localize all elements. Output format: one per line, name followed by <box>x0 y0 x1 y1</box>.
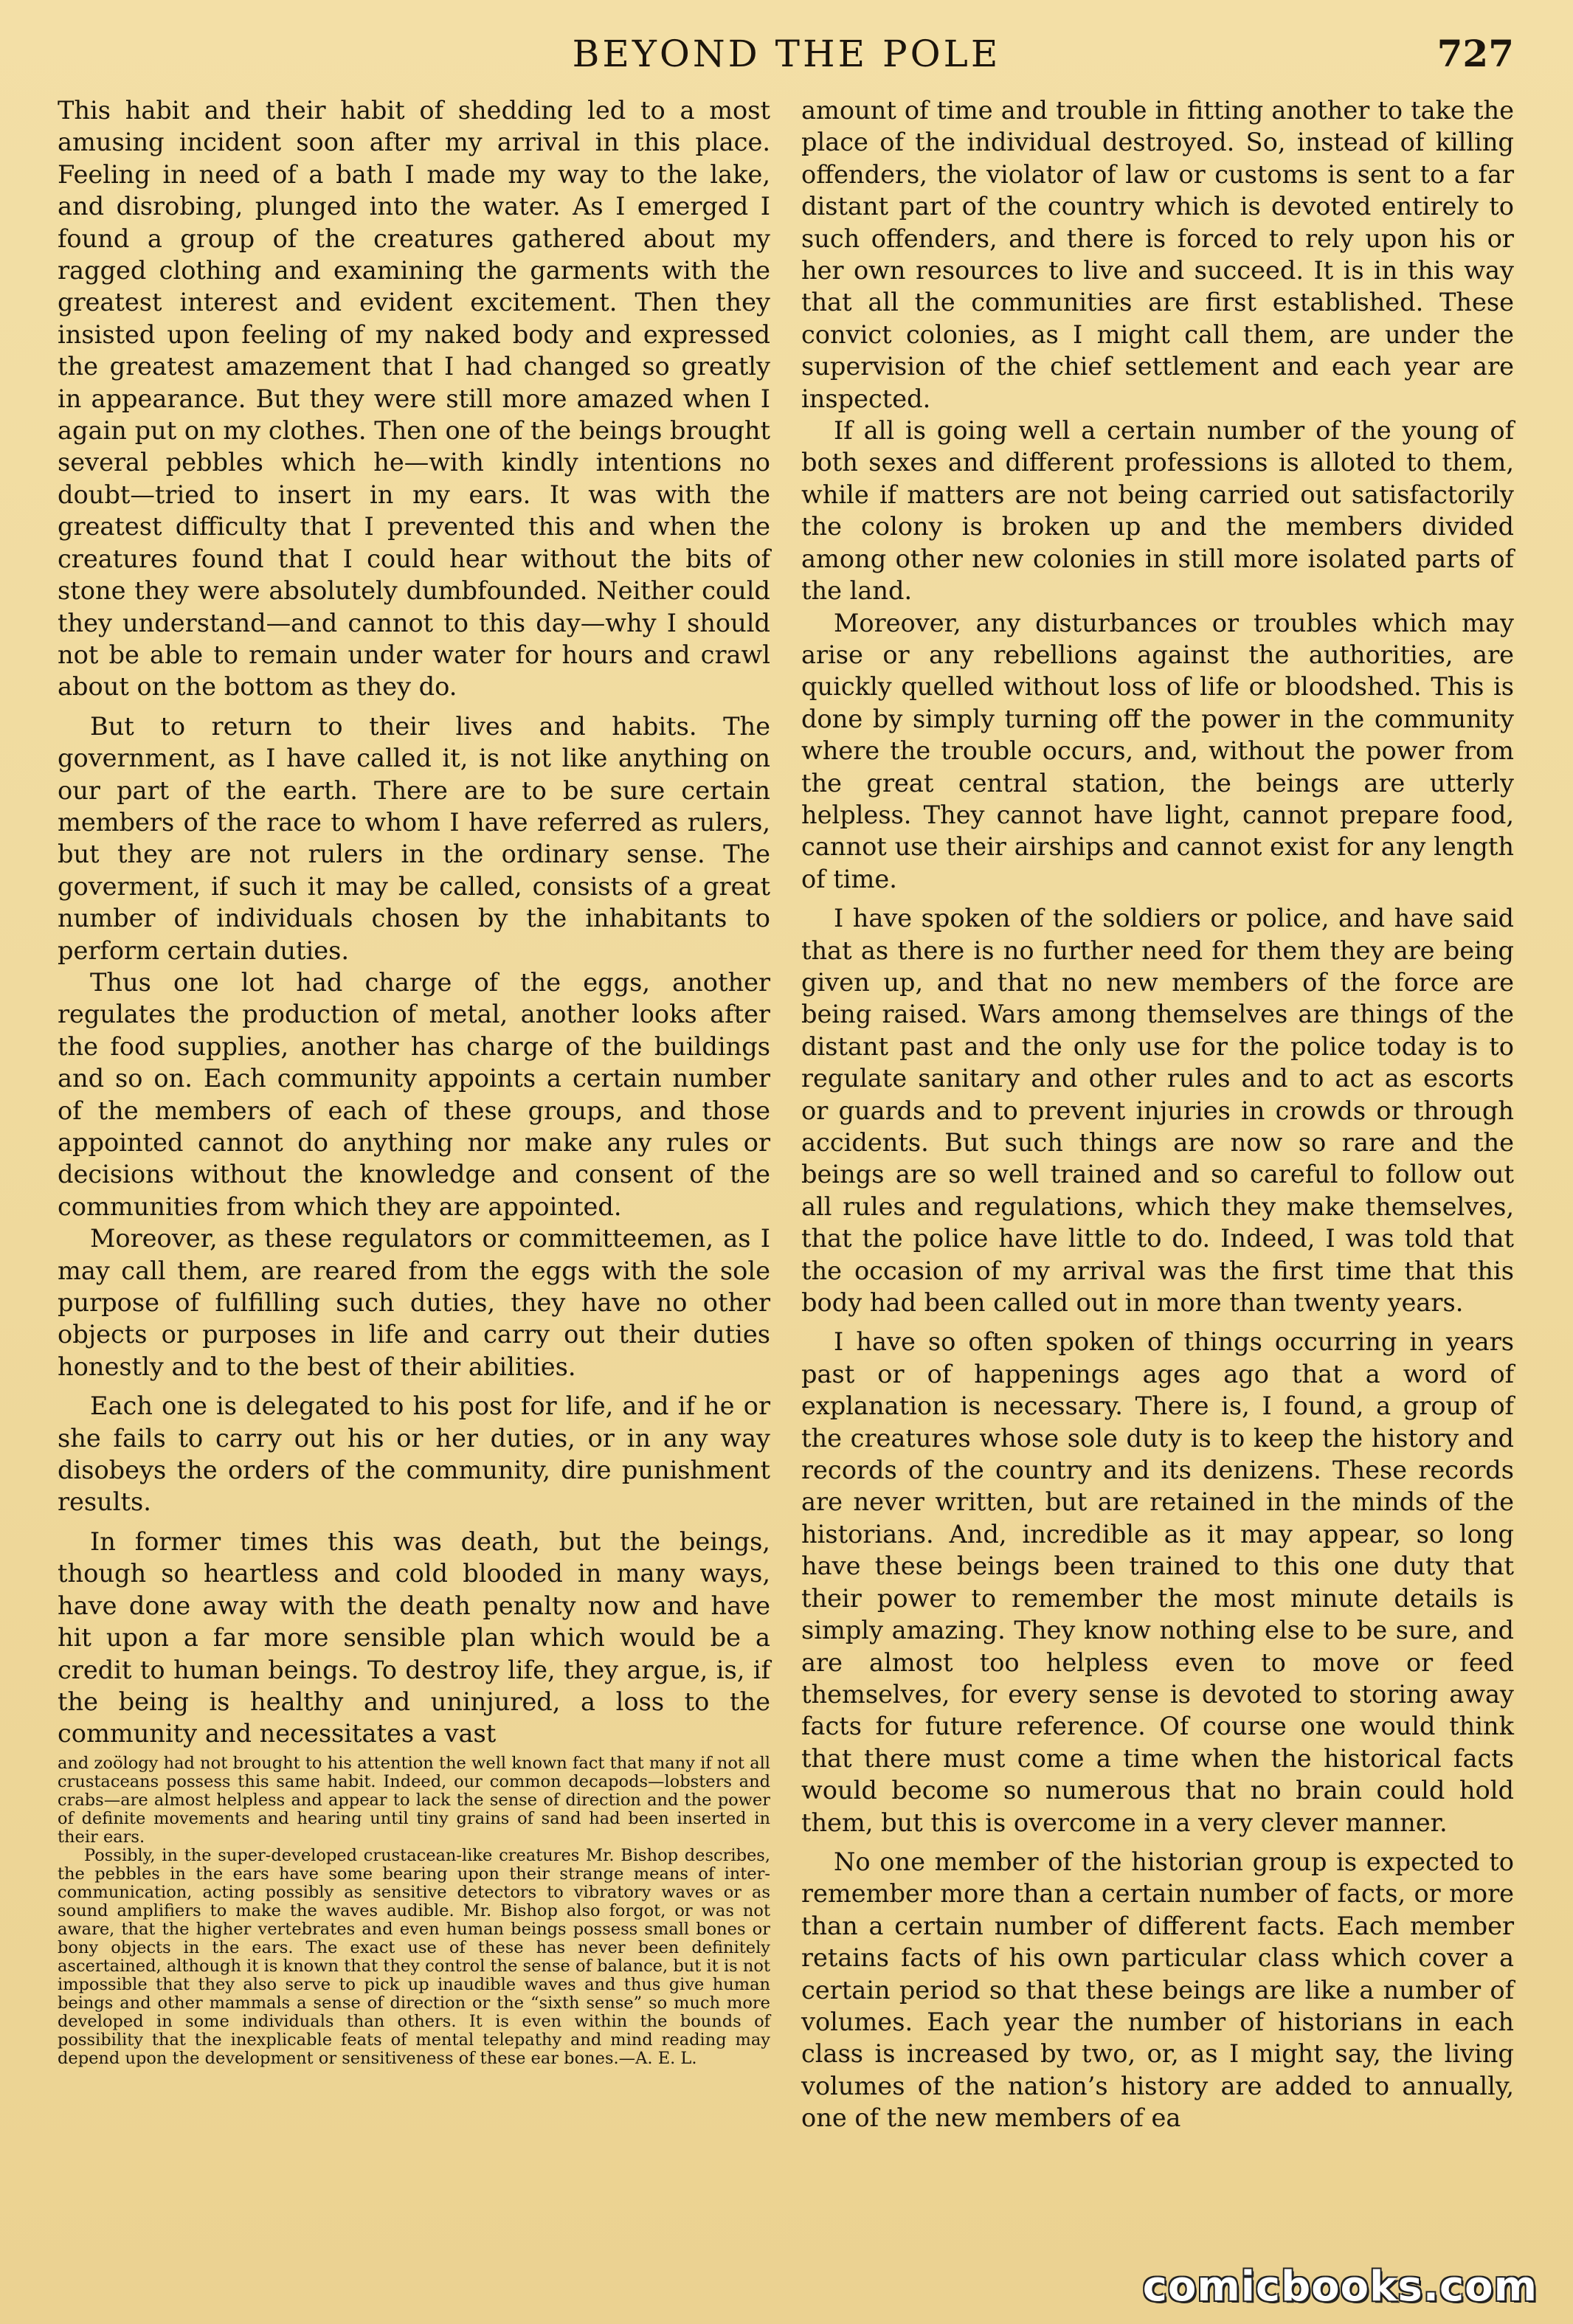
body-paragraph: This habit and their habit of shedding led to a most amusing incident soon after my arrival in this place. Feeling in need of a bath I made my way to the lake, and disrobing, plunged into the water. As I emerged I found a group of the creatures gathered about my ragged clothing and examining the garments with the greatest interest and evident excitement. Then they insisted upon feeling of my naked body and expressed the greatest amazement that I had changed so greatly in appearance. But they were still more amazed when I again put on my clothes. Then one of the beings brought several pebbles which he—with kindly intentions no doubt—tried to insert in my ears. It was with the greatest difficulty that I prevented this and when the creatures found that I could hear without the bits of stone they were absolutely dumbfounded. Neither could they understand—and cannot to this day—why I should not be able to remain under water for hours and crawl about on the bottom as they do. <box>58 96 770 702</box>
footnote-paragraph: and zoölogy had not brought to his attention the well known fact that many if not all crustaceans possess this same habit. Indeed, our common decapods—lobsters and crabs—are almost helpless and appear to lack the sense of direction and the power of definite movements and hearing until tiny grains of sand had been inserted in their ears. <box>58 1753 770 1847</box>
running-header <box>0 28 1573 80</box>
right-column <box>801 94 1514 2134</box>
editor-footnote <box>58 1754 770 2068</box>
body-paragraph: In former times this was death, but the beings, though so heartless and cold blooded in many ways, have done away with the death penalty now and have hit upon a far more sensible plan which would be a credit to human beings. To destroy life, they argue, is, if the being is healthy and uninjured, a loss to the community and necessitates a vast <box>58 1526 770 1749</box>
body-paragraph: Thus one lot had charge of the eggs, another regulates the production of metal, another looks after the food supplies, another has charge of the buildings and so on. Each community appoints a certain number of the members of each of these groups, and those appointed cannot do anything nor make any rules or decisions without the knowledge and consent of the communities from which they are appointed. <box>58 967 770 1221</box>
site-watermark: comicbooks.com <box>1142 2263 1538 2311</box>
body-paragraph: If all is going well a certain number of the young of both sexes and different professions is alloted to them, while if matters are not being carried out satisfactorily the colony is broken up and the members divided among other new colonies in still more isolated parts of the land. <box>801 416 1514 606</box>
body-paragraph: I have so often spoken of things occurring in years past or of happenings ages ago that a word of explanation is necessary. There is, I found, a group of the creatures whose sole duty is to keep the history and records of the country and its denizens. These records are never written, but are retained in the minds of the historians. And, incredible as it may appear, so long have these beings been trained to this one duty that their power to remember the most minute details is simply amazing. They know nothing else to be sure, and are almost too helpless even to move or feed themselves, for every sense is devoted to storing away facts for future reference. Of course one would think that there must come a time when the historical facts would become so numerous that no brain could hold them, but this is overcome in a very clever manner. <box>801 1327 1514 1837</box>
left-column <box>58 94 770 2068</box>
body-paragraph: amount of time and trouble in fitting another to take the place of the individual destroyed. So, instead of killing offenders, the violator of law or customs is sent to a far distant part of the country which is devoted entirely to such offenders, and there is forced to rely upon his or her own resources to live and succeed. It is in this way that all the communities are first established. These convict colonies, as I might call them, are under the supervision of the chief settlement and each year are inspected. <box>801 96 1514 413</box>
page-number: 727 <box>1437 32 1514 75</box>
body-paragraph: But to return to their lives and habits. The government, as I have called it, is not like anything on our part of the earth. There are to be sure certain members of the race to whom I have referred as rulers, but they are not rulers in the ordinary sense. The goverment, if such it may be called, consists of a great number of individuals chosen by the inhabitants to perform certain duties. <box>58 711 770 965</box>
body-paragraph: No one member of the historian group is expected to remember more than a certain number of facts, or more than a certain number of different facts. Each member retains facts of his own particular class which cover a certain period so that these beings are like a number of volumes. Each year the number of historians in each class is increased by two, or, as I might say, the living volumes of the nation’s history are added to annually, one of the new members of ea <box>801 1847 1514 2133</box>
body-paragraph: Moreover, any disturbances or troubles which may arise or any rebellions against the authorities, are quickly quelled without loss of life or bloodshed. This is done by simply turning off the power in the community where the trouble occurs, and, without the power from the great central station, the beings are utterly helpless. They cannot have light, cannot prepare food, cannot use their airships and cannot exist for any length of time. <box>801 608 1514 893</box>
body-paragraph: I have spoken of the soldiers or police, and have said that as there is no further need for them they are being given up, and that no new members of the force are being raised. Wars among themselves are things of the distant past and the only use for the police today is to regulate sanitary and other rules and to act as escorts or guards and to prevent injuries in crowds or through accidents. But such things are now so rare and the beings are so well trained and so careful to follow out all rules and regulations, which they make themselves, that the police have little to do. Indeed, I was told that the occasion of my arrival was the first time that this body had been called out in more than twenty years. <box>801 904 1514 1318</box>
body-paragraph: Each one is delegated to his post for life, and if he or she fails to carry out his or her duties, or in any way disobeys the orders of the community, dire punishment results. <box>58 1391 770 1517</box>
body-paragraph: Moreover, as these regulators or committeemen, as I may call them, are reared from the eggs with the sole purpose of fulfilling such duties, they have no other objects or purposes in life and carry out their duties honestly and to the best of their abilities. <box>58 1224 770 1381</box>
footnote-paragraph: Possibly, in the super-developed crustacean-like creatures Mr. Bishop describes, the pebbles in the ears have some bearing upon their strange means of inter-communication, acting possibly as sensitive detectors to vibratory waves or as sound amplifiers to make the waves audible. Mr. Bishop also forgot, or was not aware, that the higher vertebrates and even human beings possess small bones or bony objects in the ears. The exact use of these has never been definitely ascertained, although it is known that they control the sense of balance, but it is not impossible that they also serve to pick up inaudible waves and thus give human beings and other mammals a sense of direction or the “sixth sense” so much more developed in some individuals than others. It is even within the bounds of possibility that the inexplicable feats of mental telepathy and mind reading may depend upon the development or sensitiveness of these ear bones.—A. E. L. <box>58 1845 770 2068</box>
page-title: BEYOND THE POLE <box>572 32 1001 75</box>
